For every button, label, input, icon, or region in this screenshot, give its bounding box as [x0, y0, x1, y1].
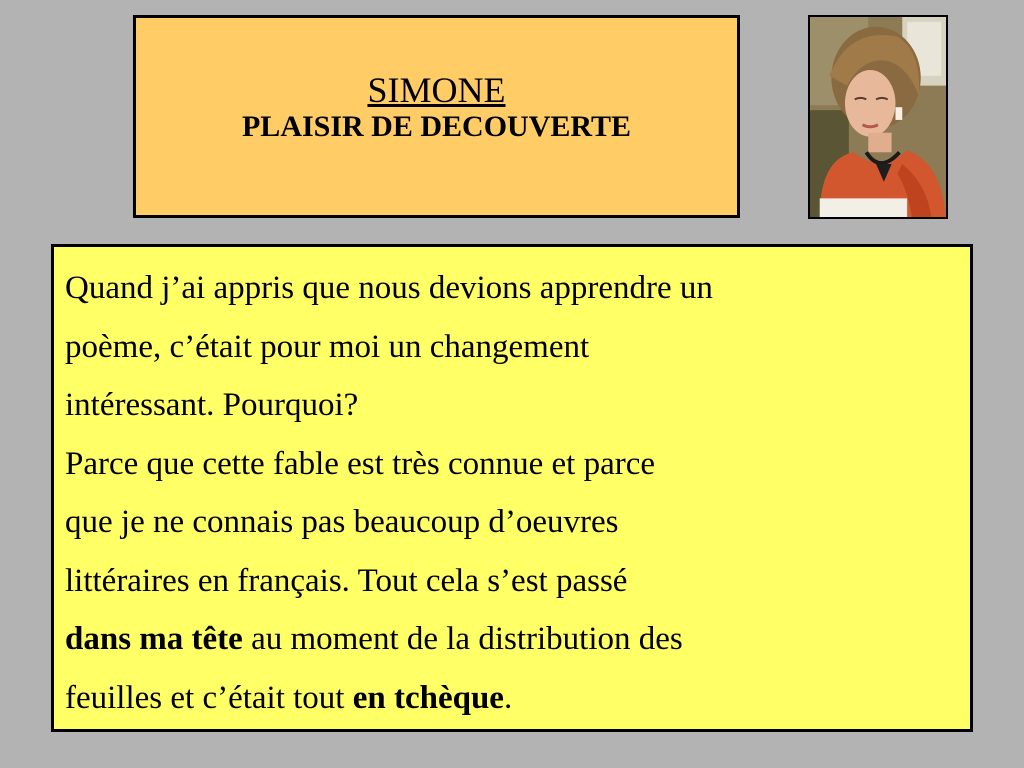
portrait-photo — [808, 15, 948, 219]
text-box — [51, 244, 973, 732]
text-line-2: poème, c’était pour moi un changement — [65, 328, 590, 365]
title-name: SIMONE — [367, 69, 506, 110]
text-line-8 — [65, 669, 960, 728]
title-box — [133, 15, 740, 218]
bold-phrase-dans-ma-tete: dans ma tête — [65, 621, 243, 657]
text-line-7 — [65, 610, 960, 669]
text-line-6: littéraires en français. Tout cela s’est passé — [65, 562, 628, 599]
text-line-7-rest: au moment de la distribution des — [242, 621, 683, 657]
text-line-5: que je ne connais pas beaucoup d’oeuvres — [65, 504, 619, 540]
text-line-8-end: . — [503, 679, 513, 716]
title-subtitle: PLAISIR DE DECOUVERTE — [241, 109, 632, 143]
text-line-4: Parce que cette fable est très connue et parce — [65, 445, 656, 482]
bold-phrase-en-tcheque: en tchèque — [352, 679, 504, 716]
text-line-1: Quand j’ai appris que nous devions apprendre un — [65, 270, 713, 306]
text-line-3: intéressant. Pourquoi? — [65, 387, 359, 423]
text-line-8-start: feuilles et c’était tout — [65, 679, 353, 716]
